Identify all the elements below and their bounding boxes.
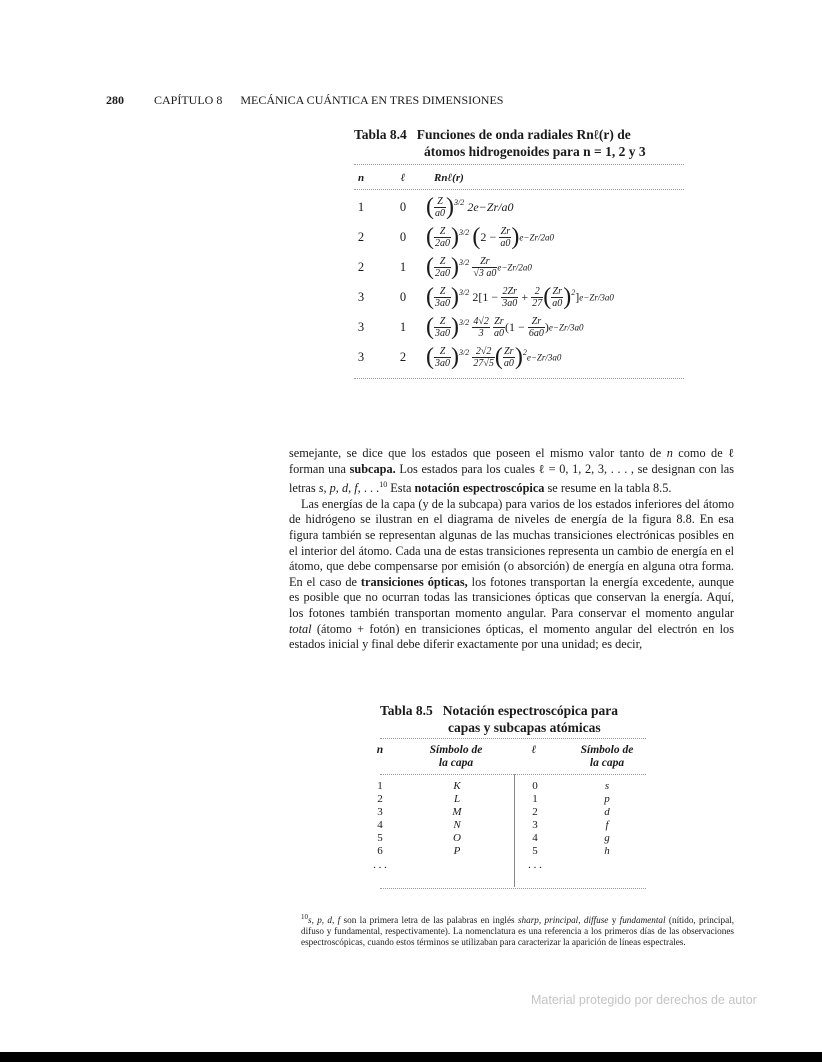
col-shell-header: Símbolo de la capa (429, 744, 483, 769)
copyright-watermark: Material protegido por derechos de autor (531, 993, 757, 1007)
table-8-4-col-n: n (357, 172, 365, 184)
cell-n: 1 (357, 200, 365, 214)
table-row (354, 194, 694, 222)
table-8-4-title-line2: átomos hidrogenoides para n = 1, 2 y 3 (424, 144, 646, 159)
cell-l: 1 (399, 320, 407, 334)
table-8-4-bottom-rule (354, 378, 684, 379)
cell-n: 2 (357, 260, 365, 274)
bottom-bar (0, 1052, 822, 1062)
table-8-5-label: Tabla 8.5 (380, 703, 433, 718)
formula-r21: ( $\frac{Z}{2a0}$ )$^{3/2}$ $\frac{Zr}{√3 a0}$ e−Zr/2a0 (426, 254, 532, 280)
footnote-mark: 10 (301, 913, 308, 921)
paragraph-2: Las energías de la capa (y de la subcapa) para varios de los estados inferiores del átomo de hidrógeno se ilustran en el diagrama de niveles de energía de la figura 8.8. En esa figura también se representan algunas de las muchas transiciones electrónicas posibles en el interior del átomo. Cada una de estas transiciones representa un cambio de energía en el átomo, que debe compensarse por emisión (o absorción) de energía en alguna otra forma. En el caso de transiciones ópticas, los fotones transportan la energía excedente, aunque es posible que no ocurran todas las transiciones ópticas que conservan la energía. Aquí, los fotones también transportan momento angular. Para conservar el momento angular total (átomo + fotón) en transiciones ópticas, el momento angular del electrón en los estados inicial y final debe diferir exactamente por una unidad; es decir, (289, 496, 734, 652)
table-row (354, 344, 694, 372)
table-8-5-divider (514, 774, 515, 887)
table-row (354, 314, 694, 342)
table-8-4-col-r: Rnℓ(r) (434, 172, 464, 184)
col-sub-header: Símbolo de la capa (580, 744, 634, 769)
paragraph-1: semejante, se dice que los estados que poseen el mismo valor tanto de n como de ℓ forman una subcapa. Los estados para los cuales ℓ = 0, 1, 2, 3, . . . , se designan con las letras s, p, d, f, . . .$^{10}$ Esta notación espectroscópica se resume en la tabla 8.5. (289, 446, 734, 496)
table-8-5: Tabla 8.5 Notación espectroscópica para capas y subcapas atómicas n Símbolo de la capa ℓ Símbolo de la capa 1 K 0 s 2 L 1 p 3 M 2 d 4 N 3 f 5 O 4 g 6 P 5 h . . . . . . (380, 702, 760, 736)
table-8-4-head-rule (354, 189, 684, 190)
chapter-title: MECÁNICA CUÁNTICA EN TRES DIMENSIONES (240, 93, 504, 107)
cell-n: 3 (357, 320, 365, 334)
col-n-header: n (376, 744, 384, 756)
table-8-5-title-line1: Notación espectroscópica para (442, 703, 619, 718)
table-8-4-top-rule (354, 164, 684, 165)
body-text (289, 446, 734, 653)
table-8-5-head-rule (380, 774, 646, 775)
formula-r31: ( $\frac{Z}{3a0}$ )$^{3/2}$ $\frac{4√2}{3}$ $\frac{Zr}{a0}$ (1 − $\frac{Zr}{6a0}$ )e−Zr/3a0 (426, 314, 584, 340)
table-8-5-title-line2: capas y subcapas atómicas (448, 720, 601, 735)
cell-l: 0 (399, 230, 407, 244)
formula-r20: ( $\frac{Z}{2a0}$ )$^{3/2}$ (2 − $\frac{Zr}{a0}$ )e−Zr/2a0 (426, 224, 554, 250)
formula-r32: ( $\frac{Z}{3a0}$ )$^{3/2}$ $\frac{2√2}{27√5}$ ( $\frac{Zr}{a0}$ )$^2$e−Zr/3a0 (426, 344, 562, 370)
page-number: 280 (106, 93, 124, 107)
cell-l: 0 (399, 290, 407, 304)
chapter-label: CAPÍTULO 8 (154, 93, 223, 107)
cell-n: 2 (357, 230, 365, 244)
footnote: $^{10}$s, p, d, f son la primera letra de las palabras en inglés sharp, principal, diffuse y fundamental (nítido, principal, difuso y fundamental, respectivamente). La nomenclatura es una referencia a los primeros días de las observaciones espectroscópicas, cuando estos términos se utilizaban para caracterizar la aparición de líneas espectrales. (301, 913, 734, 948)
table-8-4-caption (354, 126, 684, 160)
formula-r10: ( $\frac{Z}{a0}$ )$^{3/2}$ 2e−Zr/a0 (426, 194, 514, 220)
cell-n: 3 (357, 290, 365, 304)
table-8-5-top-rule (380, 738, 646, 739)
table-8-4-col-l: ℓ (400, 172, 406, 184)
table-row (354, 254, 694, 282)
cell-l: 2 (399, 350, 407, 364)
table-8-5-caption (380, 702, 760, 736)
formula-r30: ( $\frac{Z}{3a0}$ )$^{3/2}$ 2[1 − $\frac{2Zr}{3a0}$ + $\frac{2}{27}$ ( $\frac{Zr}{a0}$ )$^2$]e−Zr/3a0 (426, 284, 614, 310)
table-8-5-bottom-rule (380, 888, 646, 889)
table-8-4 (354, 126, 684, 370)
ellipsis-n: . . . (373, 859, 387, 871)
cell-l: 1 (399, 260, 407, 274)
cell-l: 0 (399, 200, 407, 214)
col-l-header: ℓ (531, 744, 537, 756)
table-8-4-title-line1: Funciones de onda radiales Rnℓ(r) de (416, 127, 631, 142)
running-head (106, 93, 706, 108)
table-8-4-label: Tabla 8.4 (354, 127, 407, 142)
ellipsis-l: . . . (528, 859, 542, 871)
cell-n: 3 (357, 350, 365, 364)
table-row (354, 284, 694, 312)
table-row (354, 224, 694, 252)
